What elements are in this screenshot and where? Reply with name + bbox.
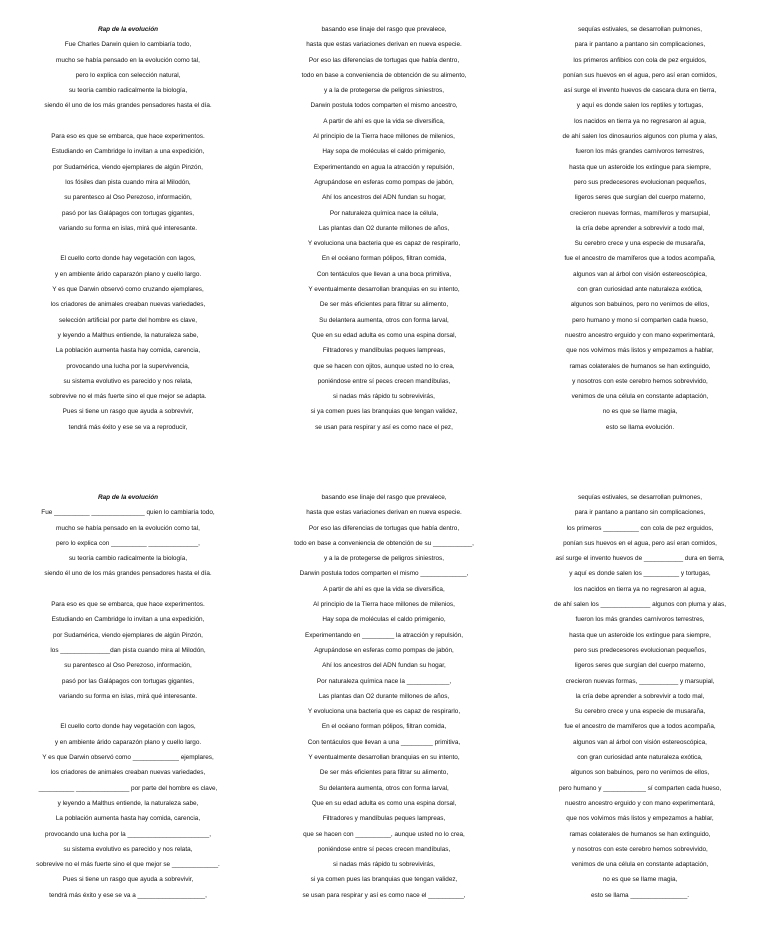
song-title: Rap de la evolución (97, 494, 158, 501)
lyric-line: Su delantera aumenta, otros con forma larval, (319, 784, 449, 792)
lyric-line: __________ _______________ por parte del hombre es clave, (38, 784, 218, 792)
lyric-line: si ya comen pues las branquias que tengan validez, (310, 876, 458, 884)
lyric-line: pero lo explica con selección natural, (75, 71, 181, 79)
lyric-line: por Sudamérica, viendo ejemplares de algún Pinzón, (53, 631, 203, 639)
lyric-line: El cuello corto donde hay vegetación con lagos, (60, 723, 196, 731)
lyric-line: los nacidos en tierra ya no regresaron al agua, (574, 117, 706, 125)
lyric-line: Pues si tiene un rasgo que ayuda a sobrevivir, (62, 876, 194, 884)
column-3 (512, 490, 768, 903)
lyric-line: Y es que Darwin observó como _____________ ejemplares, (42, 754, 214, 762)
lyric-line: Hay sopa de moléculas el caldo primigenio, (322, 148, 446, 156)
lyric-line: por Sudamérica, viendo ejemplares de algún Pinzón, (53, 163, 203, 171)
lyric-line: pero sus predecesores evolucionan pequeños, (573, 178, 707, 186)
lyric-line: mucho se había pensado en la evolución como tal, (56, 56, 200, 64)
lyric-line: y en ambiente árido caparazón plano y cuello largo. (54, 270, 202, 278)
lyric-line: sobrevive no el más fuerte sino el que mejor se _____________. (36, 861, 220, 869)
lyric-line: De ser más eficientes para filtrar su alimento, (319, 301, 449, 309)
lyric-line: todo en base a conveniencia de obtención de su ___________, (294, 539, 474, 547)
lyric-line: algunos van al árbol con visión estereoscópica, (573, 270, 707, 278)
lyric-line: basando ese linaje del rasgo que prevalece, (321, 494, 447, 501)
lyric-line: Y eventualmente desarrollan branquias en su intento, (308, 754, 460, 762)
lyric-line: Al principio de la Tierra hace millones de milenios, (313, 133, 455, 141)
lyric-line: De ser más eficientes para filtrar su alimento, (319, 769, 449, 777)
lyric-line: su sistema evolutivo es parecido y nos relata, (63, 377, 193, 385)
lyric-line: así surge el invento huevos de ___________ dura en tierra, (555, 555, 725, 563)
lyric-line: sobrevive no el más fuerte sino el que mejor se adapta. (49, 393, 207, 401)
lyric-line: con gran curiosidad ante naturaleza exótica, (577, 286, 703, 294)
lyric-line: Por eso las diferencias de tortugas que había dentro, (308, 56, 460, 64)
lyric-line: su sistema evolutivo es parecido y nos relata, (63, 845, 193, 853)
lyric-line: su parentesco al Oso Perezoso, información, (64, 194, 192, 202)
lyric-line: algunos son babuinos, pero no venimos de ellos, (570, 769, 710, 777)
lyric-line: Por naturaleza química nace la ____________, (316, 677, 452, 685)
lyric-line: fue el ancestro de mamíferos que a todos acompaña, (564, 255, 716, 263)
lyric-line: variando su forma en islas, mirá qué interesante. (58, 692, 198, 700)
lyric-line: Las plantas dan O2 durante millones de años, (318, 692, 450, 700)
lyric-line: si nadas más rápido tu sobrevivirás, (333, 393, 435, 401)
lyric-line: todo en base a conveniencia de obtención de su alimento, (301, 71, 467, 79)
lyric-line: los nacidos en tierra ya no regresaron al agua, (574, 585, 706, 593)
stanza-break (0, 582, 256, 597)
lyric-line: Filtradores y mandíbulas peques lampreas, (322, 347, 446, 355)
lyric-line: si nadas más rápido tu sobrevivirás, (333, 861, 435, 869)
lyric-line: y aquí es donde salen los reptiles y tortugas, (576, 102, 704, 110)
lyric-line: que nos volvimos más listos y empezamos a hablar, (566, 347, 714, 355)
stanza-break (0, 704, 256, 719)
lyric-line: Y eventualmente desarrollan branquias en su intento, (308, 286, 460, 294)
lyric-line: tendrá más éxito y ese se va a reproducir, (68, 423, 188, 431)
lyric-line: fueron los más grandes carnívoros terrestres, (575, 148, 705, 156)
lyric-line: Las plantas dan O2 durante millones de años, (318, 224, 450, 232)
lyric-line: su teoría cambio radicalmente la biología, (68, 87, 188, 95)
lyric-line: pero humano y mono sí comparten cada hueso, (572, 316, 708, 324)
column-1 (0, 22, 256, 435)
lyric-line: se usan para respirar y así es como nace el pez, (315, 423, 453, 431)
lyric-line: selección artificial por parte del hombre es clave, (58, 316, 198, 324)
lyric-line: esto se llama evolución. (605, 423, 675, 431)
lyric-line: mucho se había pensado en la evolución como tal, (56, 524, 200, 532)
lyric-line: la cría debe aprender a sobrevivir a todo mal, (575, 692, 705, 700)
lyric-line: A partir de ahí es que la vida se diversifica, (323, 117, 445, 125)
lyric-line: tendrá más éxito y ese se va a ___________________, (49, 891, 207, 899)
lyric-line: fue el ancestro de mamíferos que a todos acompaña, (564, 723, 716, 731)
lyric-line: Con tentáculos que llevan a una boca primitiva, (316, 270, 452, 278)
lyric-line: Y evoluciona una bacteria que es capaz de respirarlo, (307, 240, 461, 248)
lyric-line: El cuello corto donde hay vegetación con lagos, (60, 255, 196, 263)
lyric-line: Estudiando en Cambridge lo invitan a una expedición, (51, 616, 205, 624)
lyric-line: Pues si tiene un rasgo que ayuda a sobrevivir, (62, 408, 194, 416)
lyric-line: basando ese linaje del rasgo que prevalece, (321, 26, 447, 33)
lyric-line: que se hacen con __________, aunque usted no lo crea, (303, 830, 465, 838)
lyric-line: ponían sus huevos en el agua, pero así eran comidos, (563, 71, 717, 79)
lyric-line: Y es que Darwin observó como cruzando ejemplares, (52, 286, 204, 294)
lyric-line: que se hacen con ojitos, aunque usted no lo crea, (313, 362, 455, 370)
lyric-line: y leyendo a Malthus entiende, la naturaleza sabe, (57, 331, 199, 339)
lyric-line: y nosotros con este cerebro hemos sobrevivido, (572, 377, 708, 385)
lyric-line: ligeros seres que surgían del cuerpo materno, (574, 194, 706, 202)
lyric-line: los criadores de animales creaban nuevas variedades, (50, 769, 206, 777)
lyric-line: venimos de una célula en constante adaptación, (571, 861, 709, 869)
lyric-line: de ahí salen los dinosaurios algunos con pluma y alas, (562, 133, 718, 141)
lyric-line: hasta que un asteroide los extingue para siempre, (569, 163, 711, 171)
lyric-line: con gran curiosidad ante naturaleza exótica, (577, 754, 703, 762)
lyric-line: Agrupándose en esferas como pompas de jabón, (314, 178, 454, 186)
lyric-line: siendo él uno de los más grandes pensadores hasta el día. (44, 102, 212, 110)
lyric-line: ligeros seres que surgían del cuerpo materno, (574, 662, 706, 670)
lyric-line: para ir pantano a pantano sin complicaciones, (574, 41, 706, 49)
lyric-line: Filtradores y mandíbulas peques lampreas, (322, 815, 446, 823)
lyric-line: así surge el invento huevos de cascara dura en tierra, (563, 87, 717, 95)
lyric-line: nuestro ancestro erguido y con mano experimentará, (565, 331, 715, 339)
lyric-line: Al principio de la Tierra hace millones de milenios, (313, 601, 455, 609)
lyric-line: y a la de protegerse de peligros siniestros, (323, 87, 445, 95)
lyric-line: Por naturaleza química nace la célula, (329, 209, 439, 217)
lyric-line: que nos volvimos más listos y empezamos a hablar, (566, 815, 714, 823)
lyric-line: y leyendo a Malthus entiende, la naturaleza sabe, (57, 799, 199, 807)
lyric-line: Hay sopa de moléculas el caldo primigenio, (322, 616, 446, 624)
lyric-line: pasó por las Galápagos con tortugas gigantes, (61, 677, 195, 685)
lyric-line: Ahí los ancestros del ADN fundan su hogar, (322, 194, 446, 202)
lyric-line: y a la de protegerse de peligros siniestros, (323, 555, 445, 563)
stanza-break (0, 114, 256, 129)
lyric-line: y nosotros con este cerebro hemos sobrevivido, (572, 845, 708, 853)
lyric-line: poniéndose entre sí peces crecen mandíbulas, (317, 845, 451, 853)
lyric-line: La población aumenta hasta hay comida, carencia, (55, 815, 201, 823)
lyric-line: poniéndose entre sí peces crecen mandíbulas, (317, 377, 451, 385)
lyric-line: los criadores de animales creaban nuevas variedades, (50, 301, 206, 309)
lyric-line: de ahí salen los ______________ algunos con pluma y alas, (554, 601, 726, 609)
lyric-line: A partir de ahí es que la vida se diversifica, (323, 585, 445, 593)
lyric-line: En el océano forman pólipos, filtran comida, (321, 723, 447, 731)
lyric-line: los primeros anfibios con cola de pez erguidos, (573, 56, 707, 64)
lyric-line: los primeros __________ con cola de pez erguidos, (566, 524, 714, 532)
lyric-line: no es que se llame magia, (602, 408, 678, 416)
lyric-line: Su cerebro crece y una especie de musaraña, (574, 708, 706, 716)
lyric-line: los fósiles dan pista cuando mira al Milodón, (65, 178, 191, 186)
lyric-line: los ______________dan pista cuando mira al Milodón, (50, 646, 206, 654)
lyric-line: Fue __________ _______________ quien lo cambiaría todo, (41, 509, 215, 517)
lyric-line: pero lo explica con __________ ______________, (56, 539, 200, 547)
lyric-line: Por eso las diferencias de tortugas que había dentro, (308, 524, 460, 532)
lyric-line: no es que se llame magia, (602, 876, 678, 884)
lyric-line: siendo él uno de los más grandes pensadores hasta el día. (44, 570, 212, 578)
column-2 (256, 490, 512, 903)
lyric-line: Con tentáculos que llevan a una _________ primitiva, (307, 738, 461, 746)
lyric-line: la cría debe aprender a sobrevivir a todo mal, (575, 224, 705, 232)
lyric-line: su teoría cambio radicalmente la biología, (68, 555, 188, 563)
song-title: Rap de la evolución (97, 26, 158, 33)
lyric-line: crecieron nuevas formas, ___________ y marsupial, (565, 677, 715, 685)
lyric-line: Darwin postula todos comparten el mismo ancestro, (310, 102, 458, 110)
column-2 (256, 22, 512, 435)
lyric-line: Para eso es que se embarca, que hace experimentos. (51, 601, 205, 609)
lyric-line: Fue Charles Darwin quien lo cambiaría todo, (64, 41, 192, 49)
lyric-line: hasta que estas variaciones derivan en nueva especie. (306, 41, 462, 49)
lyric-line: sequías estivales, se desarrollan pulmones, (578, 494, 702, 501)
lyric-line: Que en su edad adulta es como una espina dorsal, (311, 799, 457, 807)
lyric-line: Su delantera aumenta, otros con forma larval, (319, 316, 449, 324)
lyric-line: Para eso es que se embarca, que hace experimentos. (51, 133, 205, 141)
lyric-line: Estudiando en Cambridge lo invitan a una expedición, (51, 148, 205, 156)
lyric-line: provocando una lucha por la _______________________, (45, 830, 211, 838)
lyric-line: crecieron nuevas formas, mamíferos y marsupial, (570, 209, 710, 217)
lyric-line: ramas colaterales de humanos se han extinguido, (569, 362, 711, 370)
lyric-line: sequías estivales, se desarrollan pulmones, (578, 26, 702, 33)
lyric-line: algunos son babuinos, pero no venimos de ellos, (570, 301, 710, 309)
lyric-line: Agrupándose en esferas como pompas de jabón, (314, 646, 454, 654)
lyric-line: La población aumenta hasta hay comida, carencia, (55, 347, 201, 355)
stanza-break (0, 236, 256, 251)
lyric-line: si ya comen pues las branquias que tengan validez, (310, 408, 458, 416)
lyric-line: nuestro ancestro erguido y con mano experimentará, (565, 799, 715, 807)
lyric-line: Que en su edad adulta es como una espina dorsal, (311, 331, 457, 339)
column-3 (512, 22, 768, 435)
lyric-line: venimos de una célula en constante adaptación, (571, 393, 709, 401)
lyric-line: ponían sus huevos en el agua, pero así eran comidos, (563, 539, 717, 547)
lyric-line: ramas colaterales de humanos se han extinguido, (569, 830, 711, 838)
lyric-line: para ir pantano a pantano sin complicaciones, (574, 509, 706, 517)
lyric-line: esto se llama ________________. (590, 891, 690, 899)
lyric-line: Ahí los ancestros del ADN fundan su hogar, (322, 662, 446, 670)
lyric-line: Darwin postula todos comparten el mismo _____________, (299, 570, 469, 578)
lyric-line: su parentesco al Oso Perezoso, información, (64, 662, 192, 670)
lyric-line: hasta que estas variaciones derivan en nueva especie. (306, 509, 462, 517)
column-1 (0, 490, 256, 903)
lyric-line: fueron los más grandes carnívoros terrestres, (575, 616, 705, 624)
lyric-line: Y evoluciona una bacteria que es capaz de respirarlo, (307, 708, 461, 716)
lyric-line: provocando una lucha por la supervivencia, (66, 362, 190, 370)
lyric-line: Experimentando en _________ la atracción y repulsión, (304, 631, 464, 639)
lyric-line: Experimentando en agua la atracción y repulsión, (313, 163, 455, 171)
lyric-line: pero humano y ____________ sí comparten cada hueso, (558, 784, 722, 792)
lyric-line: En el océano forman pólipos, filtran comida, (321, 255, 447, 263)
lyric-line: y aquí es donde salen los __________ y tortugas, (569, 570, 711, 578)
lyric-line: variando su forma en islas, mirá qué interesante. (58, 224, 198, 232)
lyric-line: pero sus predecesores evolucionan pequeños, (573, 646, 707, 654)
lyric-line: se usan para respirar y así es como nace el __________, (302, 891, 466, 899)
lyric-line: hasta que un asteroide los extingue para siempre, (569, 631, 711, 639)
lyric-line: pasó por las Galápagos con tortugas gigantes, (61, 209, 195, 217)
lyric-line: y en ambiente árido caparazón plano y cuello largo. (54, 738, 202, 746)
lyric-line: algunos van al árbol con visión estereoscópica, (573, 738, 707, 746)
lyric-line: Su cerebro crece y una especie de musaraña, (574, 240, 706, 248)
